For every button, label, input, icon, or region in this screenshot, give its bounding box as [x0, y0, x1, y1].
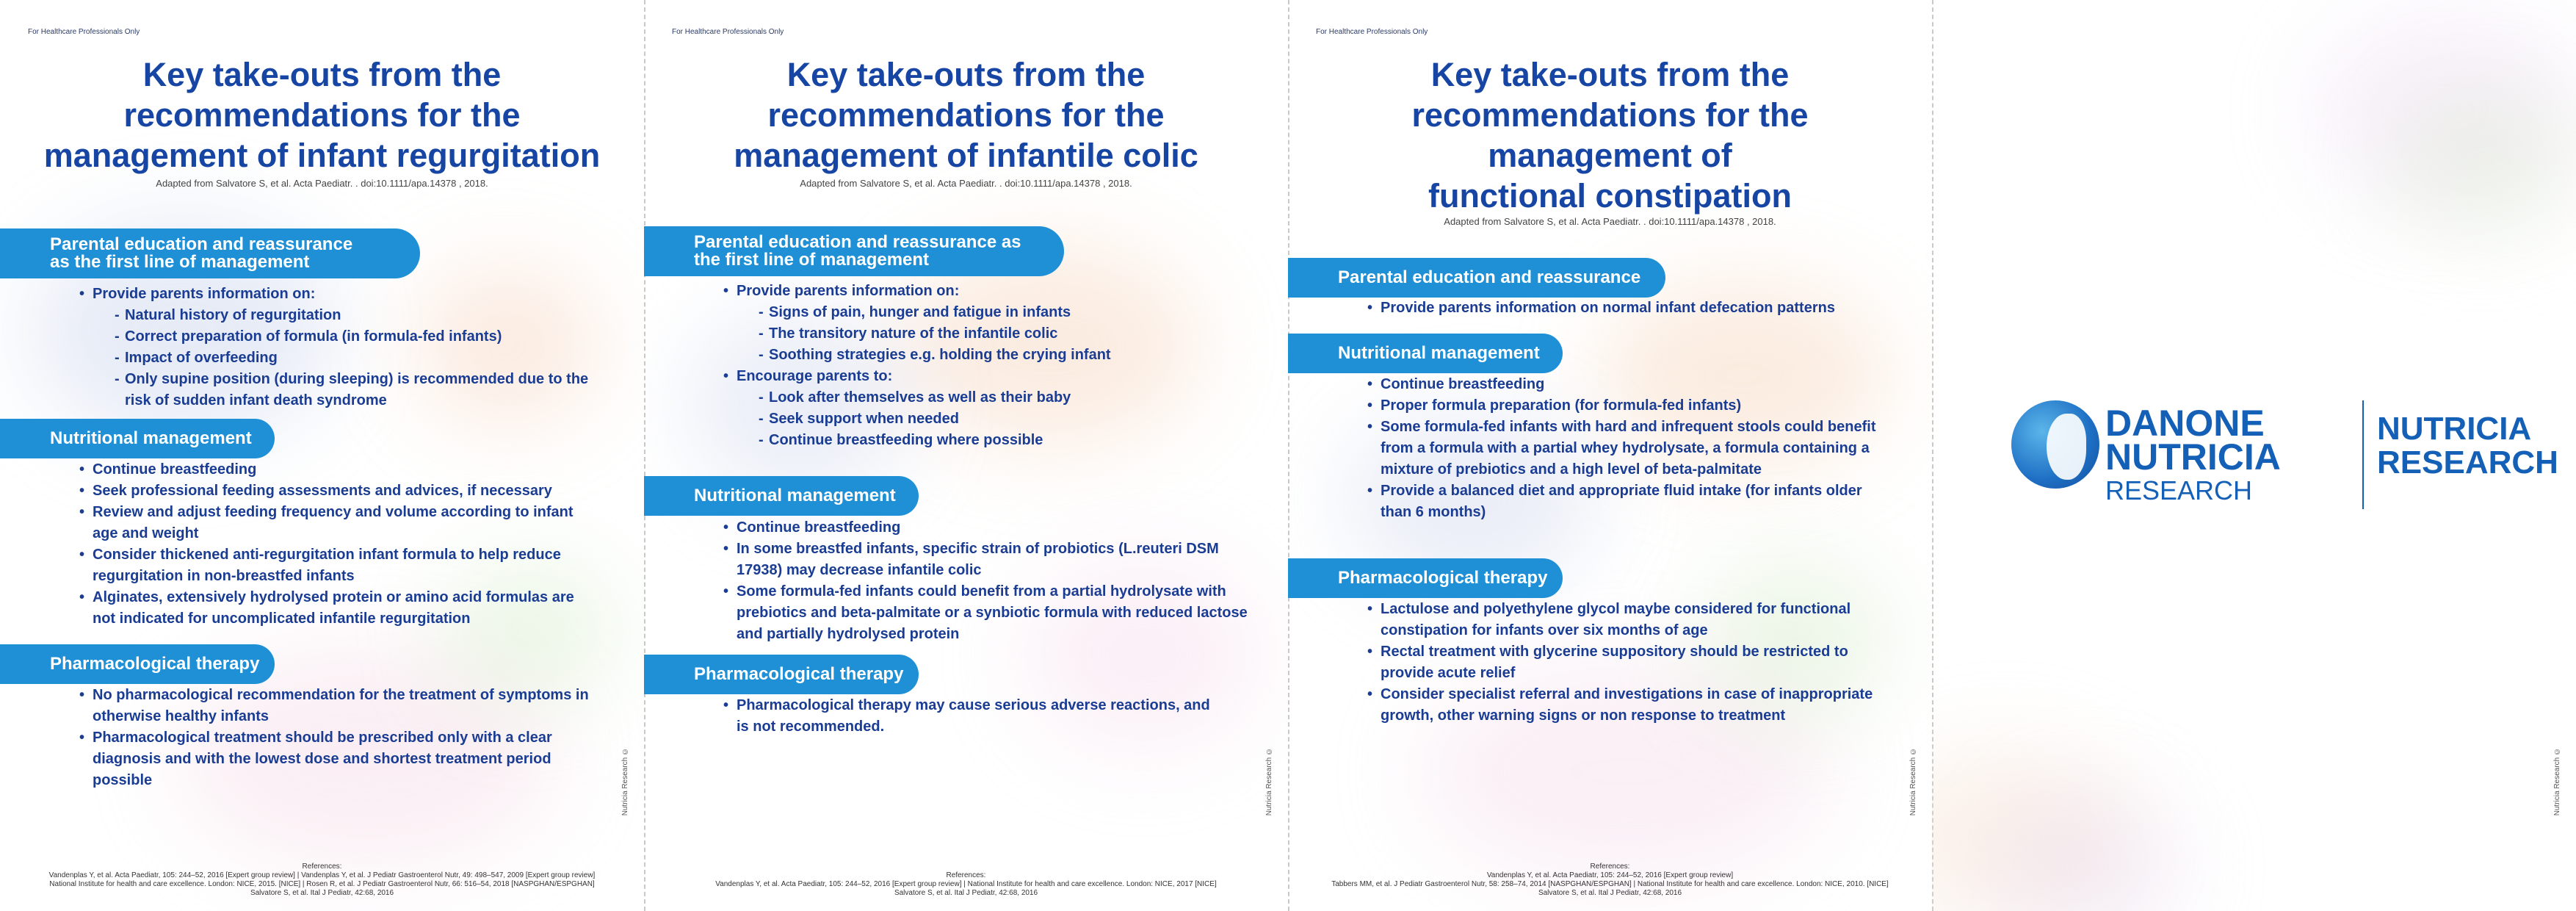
section-heading-pharmacological-therapy: Pharmacological therapy — [644, 655, 919, 694]
section-heading-parental-education: Parental education and reassurance as the first line of management — [644, 226, 1064, 276]
copyright-notice: Nutricia Research © — [2553, 746, 2561, 815]
pharmacological-therapy-list — [723, 695, 1223, 738]
section-heading-pharmacological-therapy: Pharmacological therapy — [0, 644, 275, 684]
panel-title: Key take-outs from the recommendations for the management of functional constipation — [1411, 56, 1809, 215]
list-item: • Rectal treatment with glycerine suppository should be restricted to provide acute relief — [1367, 641, 1881, 684]
list-item: • Some formula-fed infants could benefit from a partial hydrolysate with prebiotics and beta-palmitate or a synbiotic formula with reduced lactose and partially hydrolysed protein — [723, 581, 1252, 645]
sub-list-item: - Seek support when needed — [759, 408, 1252, 430]
references: References: Vandenplas Y, et al. Acta Paediatr, 105: 244–52, 2016 [Expert group review] | National Institute for health and care excellence. London: NICE, 2017 [NICE] Salvatore S, et al. Ital J Pediatr, 42:68, 2016 — [715, 871, 1217, 897]
list-item: • Some formula-fed infants with hard and infrequent stools could benefit from a formula with a partial whey hydrolysate, a formula containing a mixture of prebiotics and a high level of beta-palmitate — [1367, 417, 1896, 480]
panel-cover — [1932, 0, 2576, 911]
list-item: • Pharmacological therapy may cause serious adverse reactions, and is not recommended. — [723, 695, 1223, 738]
nutritional-management-list — [1367, 374, 1896, 523]
sub-list-item: - Correct preparation of formula (in formula-fed infants) — [115, 326, 593, 348]
list-item: • Provide parents information on normal infant defecation patterns — [1367, 298, 1896, 319]
list-item: • Provide parents information on: - Signs of pain, hunger and fatigue in infants - The transitory nature of the infantile colic - Soothing strategies e.g. holding the crying infant — [723, 281, 1252, 366]
section-heading-nutritional-management: Nutritional management — [644, 476, 919, 516]
list-item: • Alginates, extensively hydrolysed protein or amino acid formulas are not indicated for uncomplicated infantile regurgitation — [79, 587, 601, 630]
source-citation: Adapted from Salvatore S, et al. Acta Paediatr. . doi:10.1111/apa.14378 , 2018. — [1444, 216, 1776, 227]
hcp-notice: For Healthcare Professionals Only — [1316, 28, 1428, 36]
pharmacological-therapy-list — [1367, 599, 1881, 727]
panel-regurgitation — [0, 0, 644, 911]
hcp-notice: For Healthcare Professionals Only — [672, 28, 784, 36]
list-item: • Review and adjust feeding frequency and volume according to infant age and weight — [79, 502, 601, 544]
list-item: • Consider specialist referral and investigations in case of inappropriate growth, other warning signs or non response to treatment — [1367, 684, 1881, 727]
references: References: Vandenplas Y, et al. Acta Paediatr, 105: 244–52, 2016 [Expert group review] | Vandenplas Y, et al. J Pediatr Gastroenterol Nutr, 49: 498–547, 2009 [Expert group review] National Institute for health and care excellence. London: NICE, 2015. [NICE] | Rosen R, et al. J Pediatr Gastroenterol Nutr, 66: 516–54, 2018 [NASPGHAN/ESPGHAN] Salvatore S, et al. Ital J Pediatr, 42:68, 2016 — [48, 863, 596, 897]
child-profile-icon — [2047, 414, 2086, 480]
logo-right-nutricia: NUTRICIA — [2377, 411, 2532, 447]
references: References: Vandenplas Y, et al. Acta Paediatr, 105: 244–52, 2016 [Expert group review] Tabbers MM, et al. J Pediatr Gastroenterol Nutr, 58: 258–74, 2014 [NASPGHAN/ESPGHAN] | National Institute for health and care excellence. London: NICE, 2010. [NICE] Salvatore S, et al. Ital J Pediatr, 42:68, 2016 — [1331, 863, 1889, 897]
logo-word-nutricia: NUTRICIA — [2105, 436, 2281, 478]
section-heading-nutritional-management: Nutritional management — [1288, 334, 1563, 373]
list-item: • Provide parents information on: - Natural history of regurgitation - Correct preparation of formula (in formula-fed infants) - Impact of overfeeding - Only supine position (during sleeping) is recommended due to the risk of sudden infant death syndrome — [79, 284, 593, 411]
source-citation: Adapted from Salvatore S, et al. Acta Paediatr. . doi:10.1111/apa.14378 , 2018. — [156, 178, 488, 189]
sub-list-item: - Natural history of regurgitation — [115, 305, 593, 326]
sub-list-item: - Only supine position (during sleeping) is recommended due to the risk of sudden infant death syndrome — [115, 369, 593, 411]
logo-right-research: RESEARCH — [2377, 444, 2558, 480]
panel-infantile-colic — [644, 0, 1288, 911]
sub-list — [737, 302, 1252, 366]
section-heading-pharmacological-therapy: Pharmacological therapy — [1288, 558, 1563, 598]
list-item: • Pharmacological treatment should be prescribed only with a clear diagnosis and with the lowest dose and shortest treatment period possible — [79, 727, 593, 791]
panel-functional-constipation — [1288, 0, 1932, 911]
parental-education-list — [1367, 298, 1896, 319]
list-item: • Lactulose and polyethylene glycol maybe considered for functional constipation for infants over six months of age — [1367, 599, 1881, 641]
panel-title: Key take-outs from the recommendations for the management of infantile colic — [734, 56, 1198, 174]
list-item: • Continue breastfeeding — [1367, 374, 1896, 395]
danone-nutricia-research-logo — [2011, 400, 2558, 511]
copyright-notice: Nutricia Research © — [1265, 746, 1273, 815]
list-item: • In some breastfed infants, specific strain of probiotics (L.reuteri DSM 17938) may decrease infantile colic — [723, 539, 1252, 581]
sub-list-item: - Look after themselves as well as their baby — [759, 387, 1252, 408]
logo-word-research: RESEARCH — [2105, 475, 2253, 505]
sub-list-item: - Soothing strategies e.g. holding the crying infant — [759, 345, 1252, 366]
section-heading-parental-education: Parental education and reassurance as the first line of management — [0, 228, 420, 278]
hcp-notice: For Healthcare Professionals Only — [28, 28, 140, 36]
panel-title: Key take-outs from the recommendations for the management of infant regurgitation — [43, 56, 601, 174]
list-item: • Proper formula preparation (for formula-fed infants) — [1367, 395, 1896, 417]
list-item: • Continue breastfeeding — [79, 459, 601, 480]
list-item: • Seek professional feeding assessments and advices, if necessary — [79, 480, 601, 502]
list-item: • Consider thickened anti-regurgitation infant formula to help reduce regurgitation in non-breastfed infants — [79, 544, 601, 587]
source-citation: Adapted from Salvatore S, et al. Acta Paediatr. . doi:10.1111/apa.14378 , 2018. — [800, 178, 1132, 189]
pharmacological-therapy-list — [79, 685, 593, 791]
sub-list-item: - Impact of overfeeding — [115, 348, 593, 369]
list-item: • Encourage parents to: - Look after themselves as well as their baby - Seek support when needed - Continue breastfeeding where possible — [723, 366, 1252, 451]
parental-education-list — [723, 281, 1252, 451]
sub-list — [737, 387, 1252, 451]
section-heading-parental-education: Parental education and reassurance — [1288, 258, 1665, 298]
logo-separator — [2362, 400, 2364, 509]
sub-list-item: - Signs of pain, hunger and fatigue in infants — [759, 302, 1252, 323]
nutritional-management-list — [723, 517, 1252, 645]
sub-list — [93, 305, 593, 411]
sub-list-item: - The transitory nature of the infantile colic — [759, 323, 1252, 345]
list-item: • Provide a balanced diet and appropriate fluid intake (for infants older than 6 months) — [1367, 480, 1896, 523]
list-item: • No pharmacological recommendation for the treatment of symptoms in otherwise healthy infants — [79, 685, 593, 727]
nutritional-management-list — [79, 459, 601, 630]
section-heading-nutritional-management: Nutritional management — [0, 419, 275, 458]
copyright-notice: Nutricia Research © — [621, 746, 629, 815]
parental-education-list — [79, 284, 593, 411]
watercolor-wash — [2387, 88, 2576, 235]
globe-icon — [2011, 400, 2099, 489]
sub-list-item: - Continue breastfeeding where possible — [759, 430, 1252, 451]
copyright-notice: Nutricia Research © — [1909, 746, 1917, 815]
list-item: • Continue breastfeeding — [723, 517, 1252, 539]
logo-word-danone: DANONE — [2105, 403, 2265, 444]
